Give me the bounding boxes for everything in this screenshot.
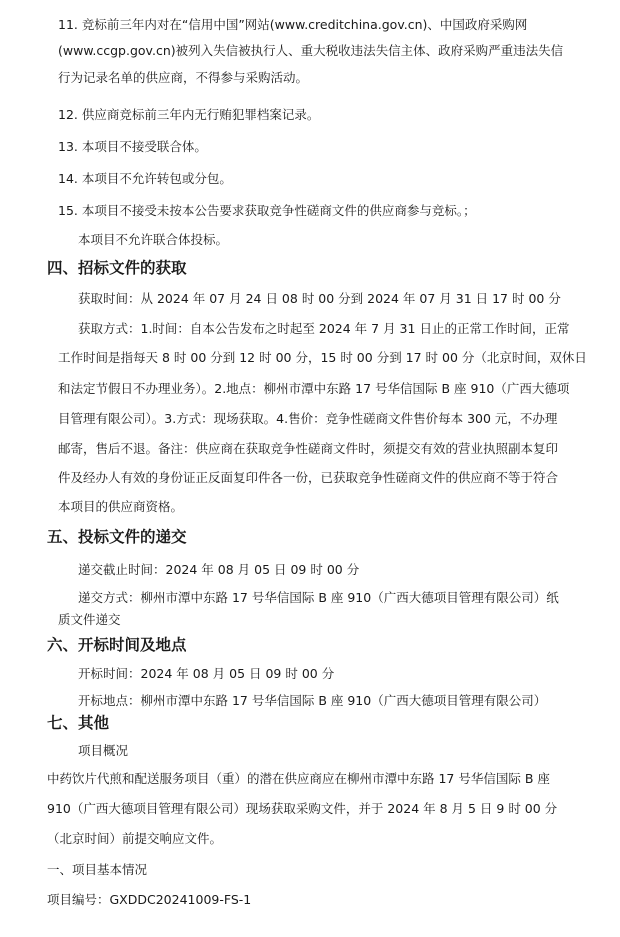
text-line: 质文件递交 bbox=[58, 612, 121, 627]
text-line: 件及经办人有效的身份证正反面复印件各一份，已获取竞争性磋商文件的供应商不等于符合 bbox=[58, 470, 559, 485]
text-line: 项目概况 bbox=[78, 743, 129, 758]
section-heading: 四、招标文件的获取 bbox=[47, 259, 187, 277]
text-line: 邮寄，售后不退。备注：供应商在获取竞争性磋商文件时，须提交有效的营业执照副本复印 bbox=[58, 441, 559, 456]
text-line: 开标时间：2024 年 08 月 05 日 09 时 00 分 bbox=[78, 666, 335, 681]
text-line: 开标地点：柳州市潭中东路 17 号华信国际 B 座 910（广西大德项目管理有限公司） bbox=[78, 693, 547, 708]
text-line: 递交方式：柳州市潭中东路 17 号华信国际 B 座 910（广西大德项目管理有限公司）纸 bbox=[78, 590, 559, 605]
text-line: 目管理有限公司）。3.方式：现场获取。4.售价：竞争性磋商文件售价每本 300 元，不办理 bbox=[58, 411, 558, 426]
section-heading: 六、开标时间及地点 bbox=[47, 636, 187, 654]
text-line: 14. 本项目不允许转包或分包。 bbox=[58, 171, 232, 186]
text-line: 910（广西大德项目管理有限公司）现场获取采购文件，并于 2024 年 8 月 5 日 9 时 00 分 bbox=[47, 801, 558, 816]
text-line: （北京时间）前提交响应文件。 bbox=[47, 831, 223, 846]
text-line: 项目编号：GXDDC20241009-FS-1 bbox=[47, 892, 252, 907]
text-line: 本项目的供应商资格。 bbox=[58, 499, 184, 514]
text-line: 获取时间：从 2024 年 07 月 24 日 08 时 00 分到 2024 年 07 月 31 日 17 时 00 分 bbox=[78, 291, 561, 306]
text-line: 13. 本项目不接受联合体。 bbox=[58, 139, 207, 154]
text-line: 行为记录名单的供应商，不得参与采购活动。 bbox=[58, 70, 309, 85]
text-line: 获取方式：1.时间：自本公告发布之时起至 2024 年 7 月 31 日止的正常工作时间，正常 bbox=[78, 321, 570, 336]
text-line: 递交截止时间：2024 年 08 月 05 日 09 时 00 分 bbox=[78, 562, 360, 577]
text-line: 15. 本项目不接受未按本公告要求获取竞争性磋商文件的供应商参与竞标。； bbox=[58, 203, 476, 218]
text-line: 工作时间是指每天 8 时 00 分到 12 时 00 分，15 时 00 分到 17 时 00 分（北京时间，双休日 bbox=[58, 350, 587, 365]
text-line: 中药饮片代煎和配送服务项目（重）的潜在供应商应在柳州市潭中东路 17 号华信国际 B 座 bbox=[47, 771, 550, 786]
text-line: 本项目不允许联合体投标。 bbox=[78, 232, 229, 247]
text-line: (www.ccgp.gov.cn)被列入失信被执行人、重大税收违法失信主体、政府采购严重违法失信 bbox=[58, 43, 564, 58]
section-heading: 五、投标文件的递交 bbox=[47, 528, 187, 546]
section-heading: 七、其他 bbox=[47, 714, 110, 732]
text-line: 和法定节假日不办理业务）。2.地点：柳州市潭中东路 17 号华信国际 B 座 910（广西大德项 bbox=[58, 381, 570, 396]
text-line: 12. 供应商竞标前三年内无行贿犯罪档案记录。 bbox=[58, 107, 320, 122]
text-line: 11. 竞标前三年内对在“信用中国”网站(www.creditchina.gov.cn)、中国政府采购网 bbox=[58, 17, 528, 32]
text-line: 一、项目基本情况 bbox=[47, 862, 148, 877]
